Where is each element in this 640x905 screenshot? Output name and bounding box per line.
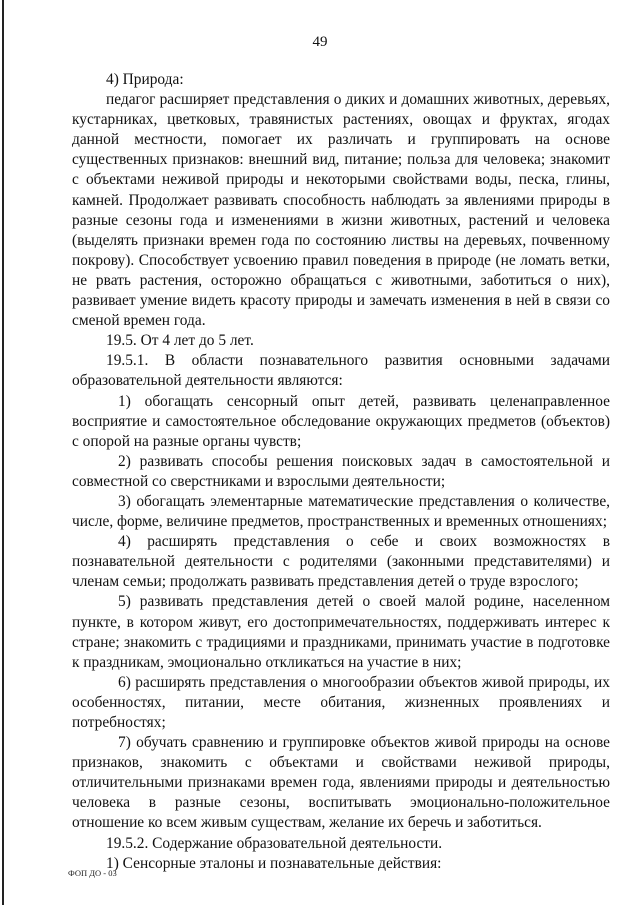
- list-item-1: 1) обогащать сенсорный опыт детей, развивать целенаправленное восприятие и самостоятельное обследование окружающих предметов (объектов) с опорой на разные органы чувств;: [72, 392, 610, 450]
- footer-code: ФОП ДО - 03: [68, 868, 117, 878]
- paragraph-age-section: 19.5. От 4 лет до 5 лет.: [106, 332, 254, 350]
- paragraph-section-19-5-2: 19.5.2. Содержание образовательной деятельности.: [106, 834, 443, 852]
- list-item-3: 3) обогащать элементарные математические представления о количестве, числе, форме, величине предметов, пространственных и временных отношениях;: [72, 492, 610, 531]
- list-item-5: 5) развивать представления детей о своей малой родине, населенном пункте, в котором живут, его достопримечательностях, поддерживать интерес к стране; знакомить с традициями и праздниками, принимать участие в подготовке к праздникам, эмоционально откликаться на участие в них;: [72, 593, 610, 671]
- paragraph-section-19-5-1: 19.5.1. В области познавательного развития основными задачами образовательной деятельности являются:: [72, 352, 610, 390]
- paragraph-sensory-standards: 1) Сенсорные эталоны и познавательные действия:: [106, 854, 442, 872]
- document-body: [72, 70, 610, 874]
- page-number: 49: [312, 34, 328, 50]
- list-item-6: 6) расширять представления о многообразии объектов живой природы, их особенностях, питании, месте обитания, жизненных проявлениях и потребностях;: [72, 673, 610, 731]
- list-item-4: 4) расширять представления о себе и своих возможностях в познавательной деятельности с родителями (законными представителями) и членам семьи; продолжать развивать представления детей о труде взрослого;: [72, 533, 610, 591]
- paragraph-nature-content: педагог расширяет представления о диких и домашних животных, деревьях, кустарниках, цветковых, травянистых растениях, овощах и фруктах, ягодах данной местности, помогает их различать и группировать на основе существенных признаков: внешний вид, питание; польза для человека; знакомит с объектами неживой природы и некоторыми свойствами воды, песка, глины, камней. Продолжает развивать способность наблюдать за явлениями природы в разные сезоны года и изменениями в жизни животных, растений и человека (выделять признаки времен года по состоянию листвы на деревьях, почвенному покрову). Способствует усвоению правил поведения в природе (не ломать ветки, не рвать растения, осторожно обращаться с животными, заботиться о них), развивает умение видеть красоту природы и замечать изменения в ней в связи со сменой времен года.: [72, 91, 610, 330]
- scan-border: [2, 0, 4, 905]
- list-item-2: 2) развивать способы решения поисковых задач в самостоятельной и совместной со сверстниками и взрослыми деятельности;: [72, 452, 610, 490]
- list-item-7: 7) обучать сравнению и группировке объектов живой природы на основе признаков, знакомить с объектами и свойствами неживой природы, отличительными признаками времен года, явлениями природы и деятельностью человека в разные сезоны, воспитывать эмоционально-положительное отношение ко всем живым существам, желание их беречь и заботиться.: [72, 734, 610, 832]
- paragraph-heading-nature: 4) Природа:: [106, 71, 184, 88]
